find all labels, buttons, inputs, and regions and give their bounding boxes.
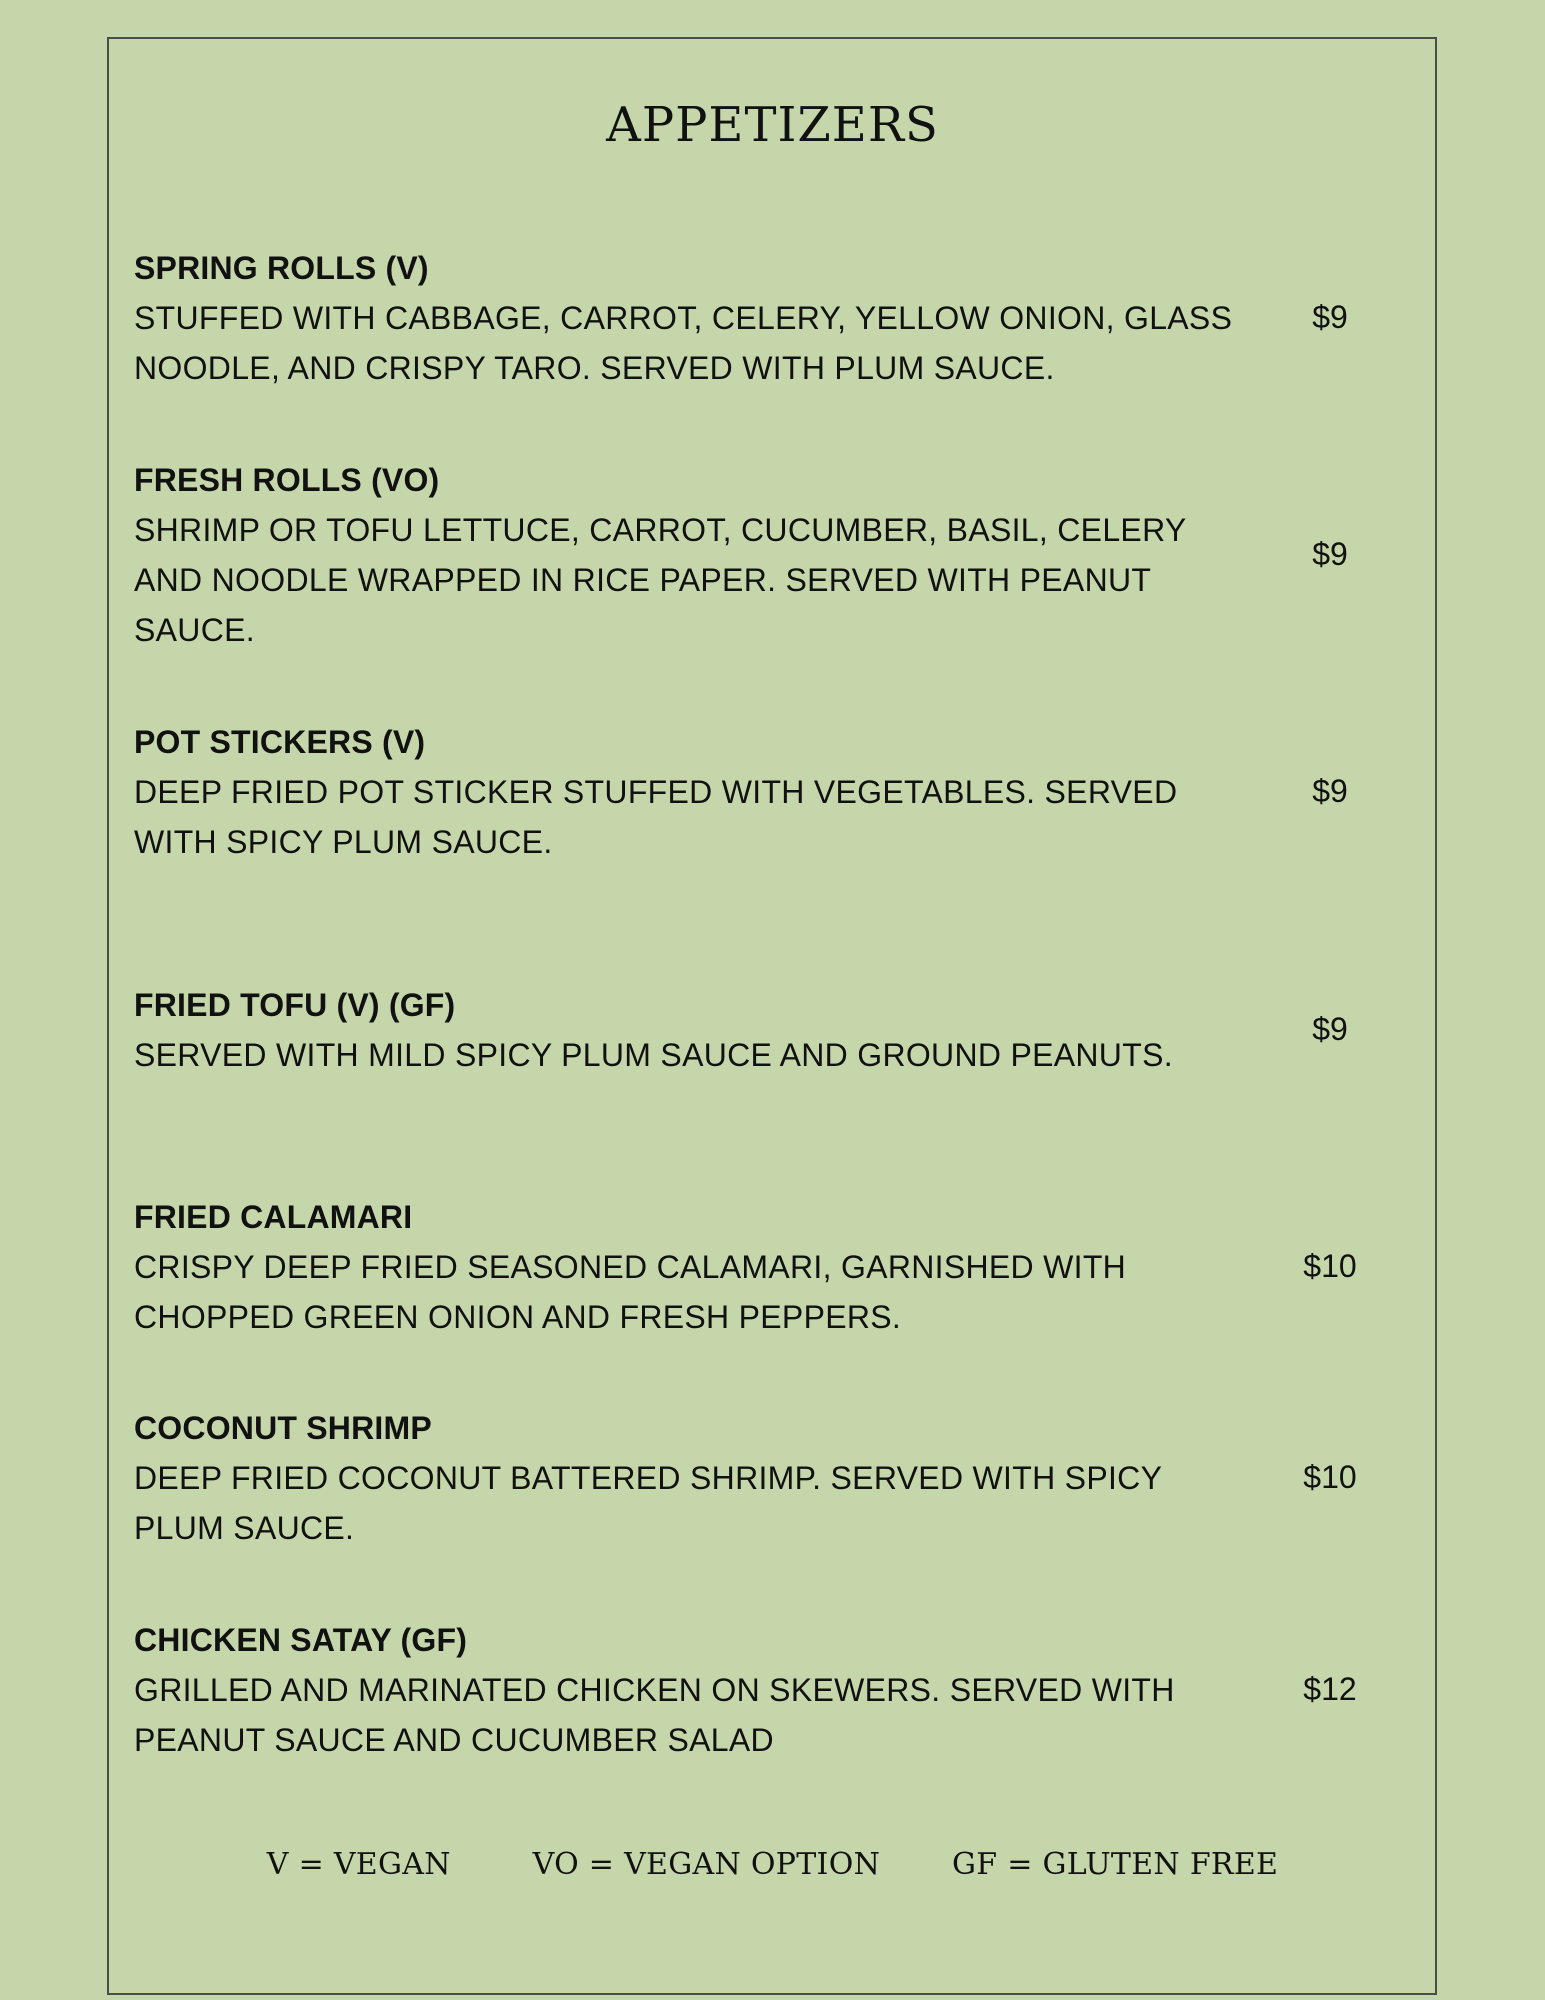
item-price: $12 bbox=[1303, 1671, 1357, 1707]
item-name: SPRING ROLLS (V) bbox=[134, 250, 429, 286]
legend-gluten-free: GF = GLUTEN FREE bbox=[952, 1847, 1279, 1882]
item-price: $10 bbox=[1303, 1459, 1357, 1495]
item-name: COCONUT SHRIMP bbox=[134, 1410, 432, 1446]
item-description: DEEP FRIED POT STICKER STUFFED WITH VEGETABLES. SERVED WITH SPICY PLUM SAUCE. bbox=[134, 774, 1178, 860]
item-description: SHRIMP OR TOFU LETTUCE, CARROT, CUCUMBER, BASIL, CELERY AND NOODLE WRAPPED IN RICE PAPER. SERVED WITH PEANUT SAUCE. bbox=[134, 512, 1186, 648]
item-price: $10 bbox=[1303, 1248, 1357, 1284]
menu-item-pot-stickers bbox=[134, 717, 1334, 867]
item-price: $9 bbox=[1312, 299, 1348, 335]
item-description: STUFFED WITH CABBAGE, CARROT, CELERY, YELLOW ONION, GLASS NOODLE, AND CRISPY TARO. SERVED WITH PLUM SAUCE. bbox=[134, 300, 1233, 386]
menu-item-coconut-shrimp bbox=[134, 1403, 1334, 1553]
item-description: CRISPY DEEP FRIED SEASONED CALAMARI, GARNISHED WITH CHOPPED GREEN ONION AND FRESH PEPPERS. bbox=[134, 1249, 1127, 1335]
item-name: FRIED TOFU (V) (GF) bbox=[134, 987, 456, 1023]
menu-item-chicken-satay bbox=[134, 1615, 1334, 1765]
item-name: FRESH ROLLS (VO) bbox=[134, 462, 440, 498]
item-description: SERVED WITH MILD SPICY PLUM SAUCE AND GROUND PEANUTS. bbox=[134, 1037, 1173, 1073]
item-description: GRILLED AND MARINATED CHICKEN ON SKEWERS. SERVED WITH PEANUT SAUCE AND CUCUMBER SALAD bbox=[134, 1672, 1175, 1758]
menu-item-spring-rolls bbox=[134, 243, 1334, 393]
menu-item-fried-tofu bbox=[134, 980, 1334, 1080]
menu-item-fried-calamari bbox=[134, 1192, 1334, 1342]
legend-vegan-option: VO = VEGAN OPTION bbox=[532, 1847, 881, 1882]
item-price: $9 bbox=[1312, 536, 1348, 572]
legend-vegan: V = VEGAN bbox=[266, 1847, 451, 1882]
item-name: CHICKEN SATAY (GF) bbox=[134, 1622, 468, 1658]
item-name: FRIED CALAMARI bbox=[134, 1199, 413, 1235]
item-price: $9 bbox=[1312, 1011, 1348, 1047]
menu-item-fresh-rolls bbox=[134, 455, 1334, 655]
item-name: POT STICKERS (V) bbox=[134, 724, 426, 760]
menu-title: APPETIZERS bbox=[606, 97, 939, 153]
item-description: DEEP FRIED COCONUT BATTERED SHRIMP. SERVED WITH SPICY PLUM SAUCE. bbox=[134, 1460, 1162, 1546]
dietary-legend bbox=[0, 1840, 1545, 1890]
item-price: $9 bbox=[1312, 773, 1348, 809]
